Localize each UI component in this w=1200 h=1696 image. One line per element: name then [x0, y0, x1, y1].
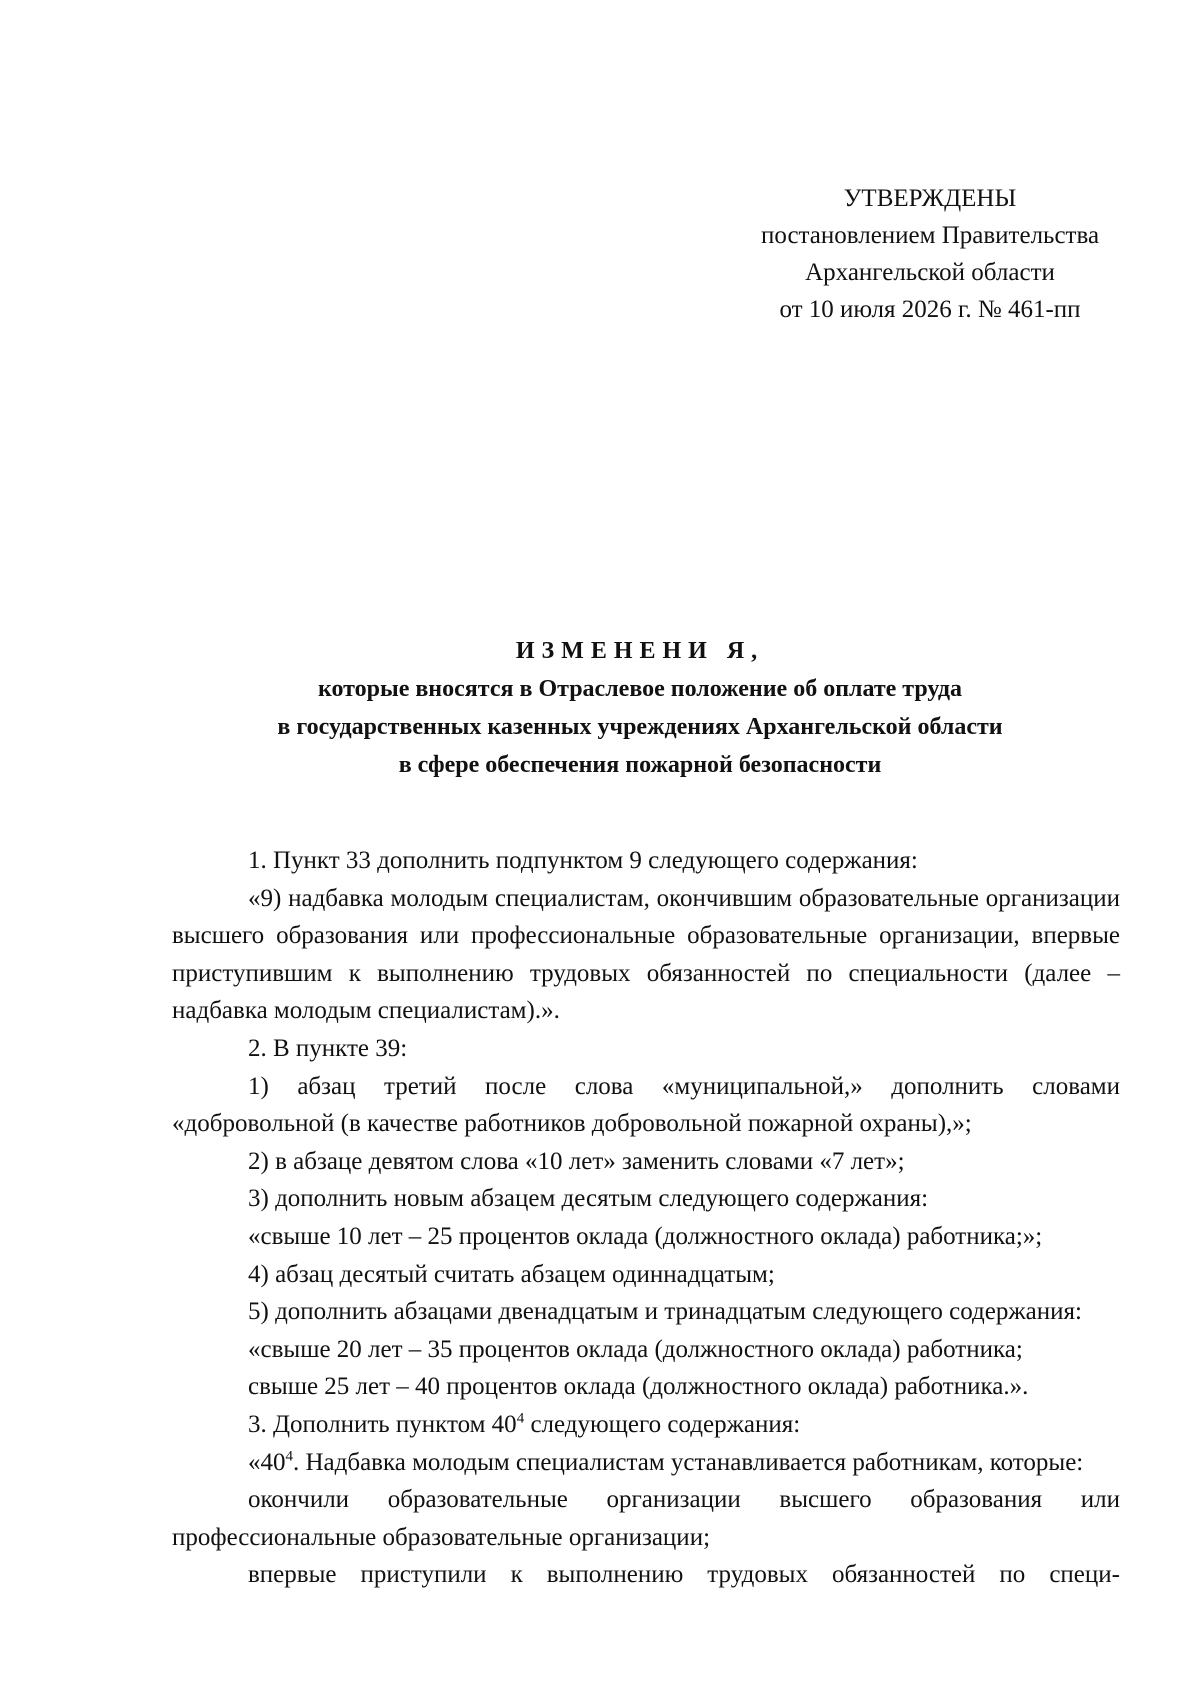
paragraph-13-superscript: 4 — [285, 1448, 293, 1465]
paragraph-11: свыше 25 лет – 40 процентов оклада (должностного оклада) работника.». — [248, 1373, 1029, 1401]
approval-line-decree: постановлением Правительства — [760, 222, 1100, 249]
paragraph-1: 1. Пункт 33 дополнить подпунктом 9 следующего содержания: — [248, 847, 918, 874]
paragraph-14: окончили образовательные организации высшего образования или профессиональные образовательные организации; — [172, 1486, 1120, 1551]
paragraph-13 — [172, 1444, 1120, 1482]
paragraph-8: 4) абзац десятый считать абзацем одиннадцатым; — [248, 1260, 775, 1288]
document-body — [172, 842, 1120, 1594]
paragraph-13-prefix: «40 — [248, 1448, 286, 1476]
paragraph-12-superscript: 4 — [516, 1410, 525, 1427]
paragraph-2: «9) надбавка молодым специалистам, окончившим образовательные организации высшего образования или профессиональные образовательные организации, впервые приступившим к выполнению трудовых обязанностей по специальности (далее – надбавка молодым специалистам).». — [172, 884, 1120, 1025]
title-line-3: в сфере обеспечения пожарной безопасности — [398, 752, 882, 778]
approval-stamp — [700, 180, 1160, 328]
paragraph-12 — [172, 1406, 1120, 1444]
paragraph-6: 3) дополнить новым абзацем десятым следующего содержания: — [248, 1185, 929, 1213]
title-line-2: в государственных казенных учреждениях Архангельской области — [277, 714, 1003, 740]
paragraph-9: 5) дополнить абзацами двенадцатым и тринадцатым следующего содержания: — [248, 1298, 1082, 1326]
paragraph-5: 2) в абзаце девятом слова «10 лет» заменить словами «7 лет»; — [248, 1147, 905, 1175]
paragraph-4: 1) абзац третий после слова «муниципальной,» дополнить словами «добровольной (в качестве работников добровольной пожарной охраны),»; — [172, 1072, 1120, 1138]
approval-line-date-number: от 10 июля 2026 г. № 461-пп — [779, 296, 1081, 323]
paragraph-15: впервые приступили к выполнению трудовых обязанностей по специ- — [248, 1561, 1120, 1589]
approval-title: УТВЕРЖДЕНЫ — [843, 185, 1017, 212]
approval-line-region: Архангельской области — [805, 259, 1055, 286]
title-heading: ИЗМЕНЕНИ Я, — [515, 638, 765, 664]
paragraph-10: «свыше 20 лет – 35 процентов оклада (должностного оклада) работника; — [248, 1335, 1023, 1363]
paragraph-13-suffix: . Надбавка молодым специалистам устанавливается работникам, которые: — [293, 1448, 1084, 1476]
paragraph-12-suffix: следующего содержания: — [524, 1410, 801, 1438]
document-title — [160, 632, 1120, 784]
paragraph-12-prefix: 3. Дополнить пунктом 40 — [248, 1410, 517, 1438]
title-line-1: которые вносятся в Отраслевое положение об оплате труда — [317, 676, 963, 702]
paragraph-7: «свыше 10 лет – 25 процентов оклада (должностного оклада) работника;»; — [248, 1222, 1043, 1250]
paragraph-3: 2. В пункте 39: — [248, 1034, 408, 1062]
